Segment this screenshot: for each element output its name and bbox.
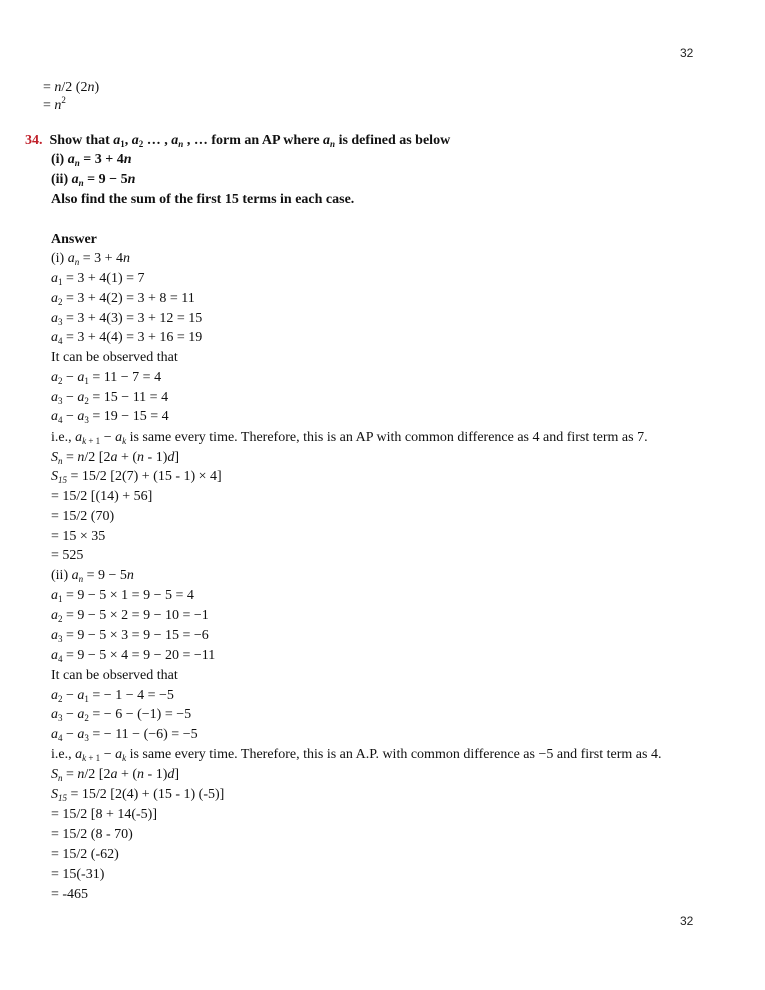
answer-ii-conclusion: i.e., $a_{k + 1} - a_k$ is same every time. Therefore, this is an A.P. with common difference as −5 and first term as 4. [51, 747, 662, 763]
answer-ii-a4: $a_4 = 9 - 5 \times 4 = 9 - 20 = -11$ [51, 648, 216, 664]
answer-ii-s15: $S_{15} = 15/2$ [2(4) + (15 - 1) (-5)] [51, 787, 225, 803]
answer-i-result: = 525 [51, 548, 84, 563]
answer-ii-step-3: = 15/2 (-62) [51, 847, 119, 862]
answer-i-step-2: = 15/2 (70) [51, 509, 115, 524]
answer-ii-step-2: = 15/2 (8 - 70) [51, 827, 133, 842]
question-number: 34. [25, 133, 43, 148]
question-part-i: (i) $a_n = 3 + 4n$ [51, 152, 132, 168]
answer-i-a4: $a_4 = 3 + 4(4) = 3 + 16 = 19$ [51, 330, 203, 346]
page-number-bottom: 32 [680, 914, 694, 928]
question-part-ii: (ii) $a_n = 9 - 5n$ [51, 172, 136, 188]
answer-i-step-1: = 15/2 [(14) + 56] [51, 489, 153, 504]
answer-ii-diff-1: $a_2 - a_1$ = − 1 − 4 = −5 [51, 688, 174, 704]
answer-i-a3: $a_3 = 3 + 4(3) = 3 + 12 = 15$ [51, 311, 203, 327]
answer-i-diff-1: $a_2 - a_1 = 11 - 7 = 4$ [51, 370, 162, 386]
answer-ii-diff-2: $a_3 - a_2$ = − 6 − (−1) = −5 [51, 707, 192, 723]
answer-i-s15: $S_{15} = 15/2$ [2(7) + (15 - 1) × 4] [51, 469, 222, 485]
page-number-top: 32 [680, 46, 694, 60]
answer-ii-sum-formula: $S_n = n/2$ [2a + (n - 1)d] [51, 767, 180, 783]
answer-heading: Answer [51, 232, 97, 247]
answer-i-diff-3: $a_4 - a_3 = 19 - 15 = 4$ [51, 409, 169, 425]
answer-i-step-3: = 15 × 35 [51, 529, 106, 544]
answer-i-an: (i) $a_n = 3 + 4n$ [51, 251, 131, 267]
answer-ii-observed: It can be observed that [51, 668, 178, 683]
answer-ii-result: = -465 [51, 887, 89, 902]
answer-ii-a3: $a_3 = 9 - 5 \times 3 = 9 - 15 = -6$ [51, 628, 209, 644]
answer-ii-a2: $a_2 = 9 - 5 \times 2 = 9 - 10 = -1$ [51, 608, 209, 624]
answer-i-diff-2: $a_3 - a_2 = 15 - 11 = 4$ [51, 390, 169, 406]
answer-i-a2: $a_2 = 3 + 4(2) = 3 + 8 = 11$ [51, 291, 195, 307]
answer-i-observed: It can be observed that [51, 350, 178, 365]
answer-ii-a1: $a_1 = 9 - 5 \times 1 = 9 - 5 = 4$ [51, 588, 194, 604]
answer-ii-step-4: = 15(-31) [51, 867, 105, 882]
answer-i-conclusion: i.e., $a_{k + 1} - a_k$ is same every time. Therefore, this is an AP with common difference as 4 and first term as 7. [51, 430, 648, 446]
answer-ii-step-1: = 15/2 [8 + 14(-5)] [51, 807, 157, 822]
question-instruction: Also find the sum of the first 15 terms in each case. [51, 192, 355, 207]
question-34-statement: 34. Show that $a_1$, $a_2$ … , $a_n$ , … form an AP where $a_n$ is defined as below [25, 133, 451, 149]
answer-i-a1: $a_1 = 3 + 4(1) = 7$ [51, 271, 145, 287]
answer-ii-diff-3: $a_4 - a_3$ = − 11 − (−6) = −5 [51, 727, 198, 743]
prev-solution-line-1: = n/2 (2n) [43, 80, 100, 95]
prev-solution-line-2: = $n^2$ [43, 95, 66, 113]
answer-i-sum-formula: $S_n = n/2$ [2a + (n - 1)d] [51, 450, 180, 466]
answer-ii-an: (ii) $a_n = 9 - 5n$ [51, 568, 134, 584]
